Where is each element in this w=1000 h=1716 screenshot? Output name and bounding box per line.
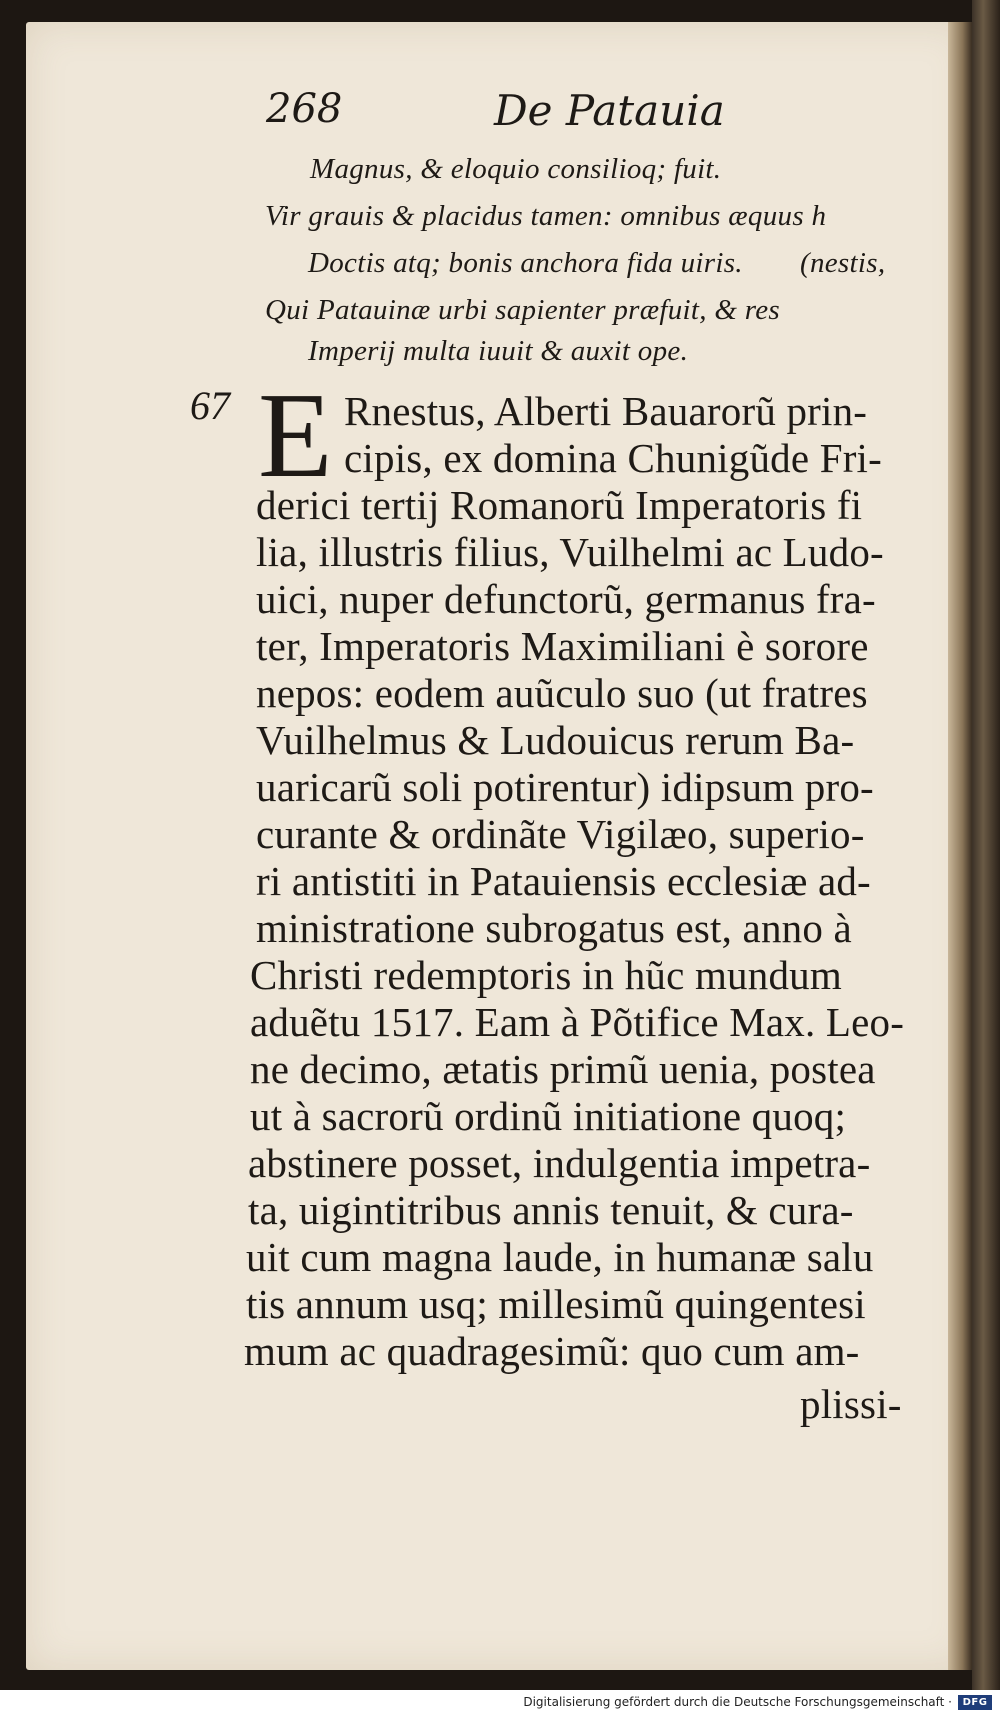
- body-line: ter, Imperatoris Maximiliani è sorore: [256, 623, 869, 669]
- digitization-footer: [0, 1690, 1000, 1716]
- body-line: cipis, ex domina Chunigũde Fri-: [344, 435, 882, 481]
- body-line: uici, nuper defunctorũ, germanus fra-: [256, 576, 876, 622]
- drop-cap: E: [258, 368, 333, 503]
- verse-line: Qui Patauinæ urbi sapienter præfuit, & res: [265, 294, 781, 326]
- footer-credit: Digitalisierung gefördert durch die Deutsche Forschungsgemeinschaft ·: [523, 1695, 952, 1709]
- body-line: tis annum usq; millesimũ quingentesi: [246, 1281, 866, 1327]
- dfg-logo: DFG: [958, 1695, 992, 1710]
- verse-line: Vir grauis & placidus tamen: omnibus æquus h: [265, 200, 827, 232]
- body-line: ministratione subrogatus est, anno à: [256, 905, 852, 951]
- verse-line: Imperij multa iuuit & auxit ope.: [308, 335, 689, 367]
- body-line: nepos: eodem auũculo suo (ut fratres: [256, 670, 868, 716]
- verse-line: Doctis atq; bonis anchora fida uiris.: [308, 247, 743, 279]
- verse-line-overflow: (nestis,: [800, 247, 886, 279]
- body-line: abstinere posset, indulgentia impetra-: [248, 1140, 871, 1186]
- body-line: aduẽtu 1517. Eam à Põtifice Max. Leo-: [250, 999, 905, 1045]
- body-line: Christi redemptoris in hũc mundum: [250, 952, 842, 998]
- page-number: 268: [266, 86, 343, 132]
- body-line: mum ac quadragesimũ: quo cum am-: [244, 1328, 860, 1374]
- body-line: ut à sacrorũ ordinũ initiatione quoq;: [250, 1093, 847, 1139]
- catchword: plissi-: [800, 1381, 902, 1427]
- body-line: ta, uigintitribus annis tenuit, & cura-: [248, 1187, 854, 1233]
- body-line: derici tertij Romanorũ Imperatoris fi: [256, 482, 863, 528]
- body-line: lia, illustris filius, Vuilhelmi ac Ludo-: [256, 529, 884, 575]
- body-line: Vuilhelmus & Ludouicus rerum Ba-: [256, 717, 855, 763]
- body-line: ne decimo, ætatis primũ uenia, postea: [250, 1046, 876, 1092]
- body-line: uaricarũ soli potirentur) idipsum pro-: [256, 764, 874, 810]
- book-edge: [972, 0, 1000, 1716]
- running-title: De Patauia: [494, 86, 725, 135]
- verse-line: Magnus, & eloquio consilioq; fuit.: [310, 153, 722, 185]
- body-line: Rnestus, Alberti Bauarorũ prin-: [344, 388, 868, 434]
- body-line: uit cum magna laude, in humanæ salu: [246, 1234, 874, 1280]
- marginal-number: 67: [190, 383, 230, 428]
- page-gutter-shadow: [948, 22, 972, 1670]
- body-line: ri antistiti in Patauiensis ecclesiæ ad-: [256, 858, 871, 904]
- body-line: curante & ordinãte Vigilæo, superio-: [256, 811, 865, 857]
